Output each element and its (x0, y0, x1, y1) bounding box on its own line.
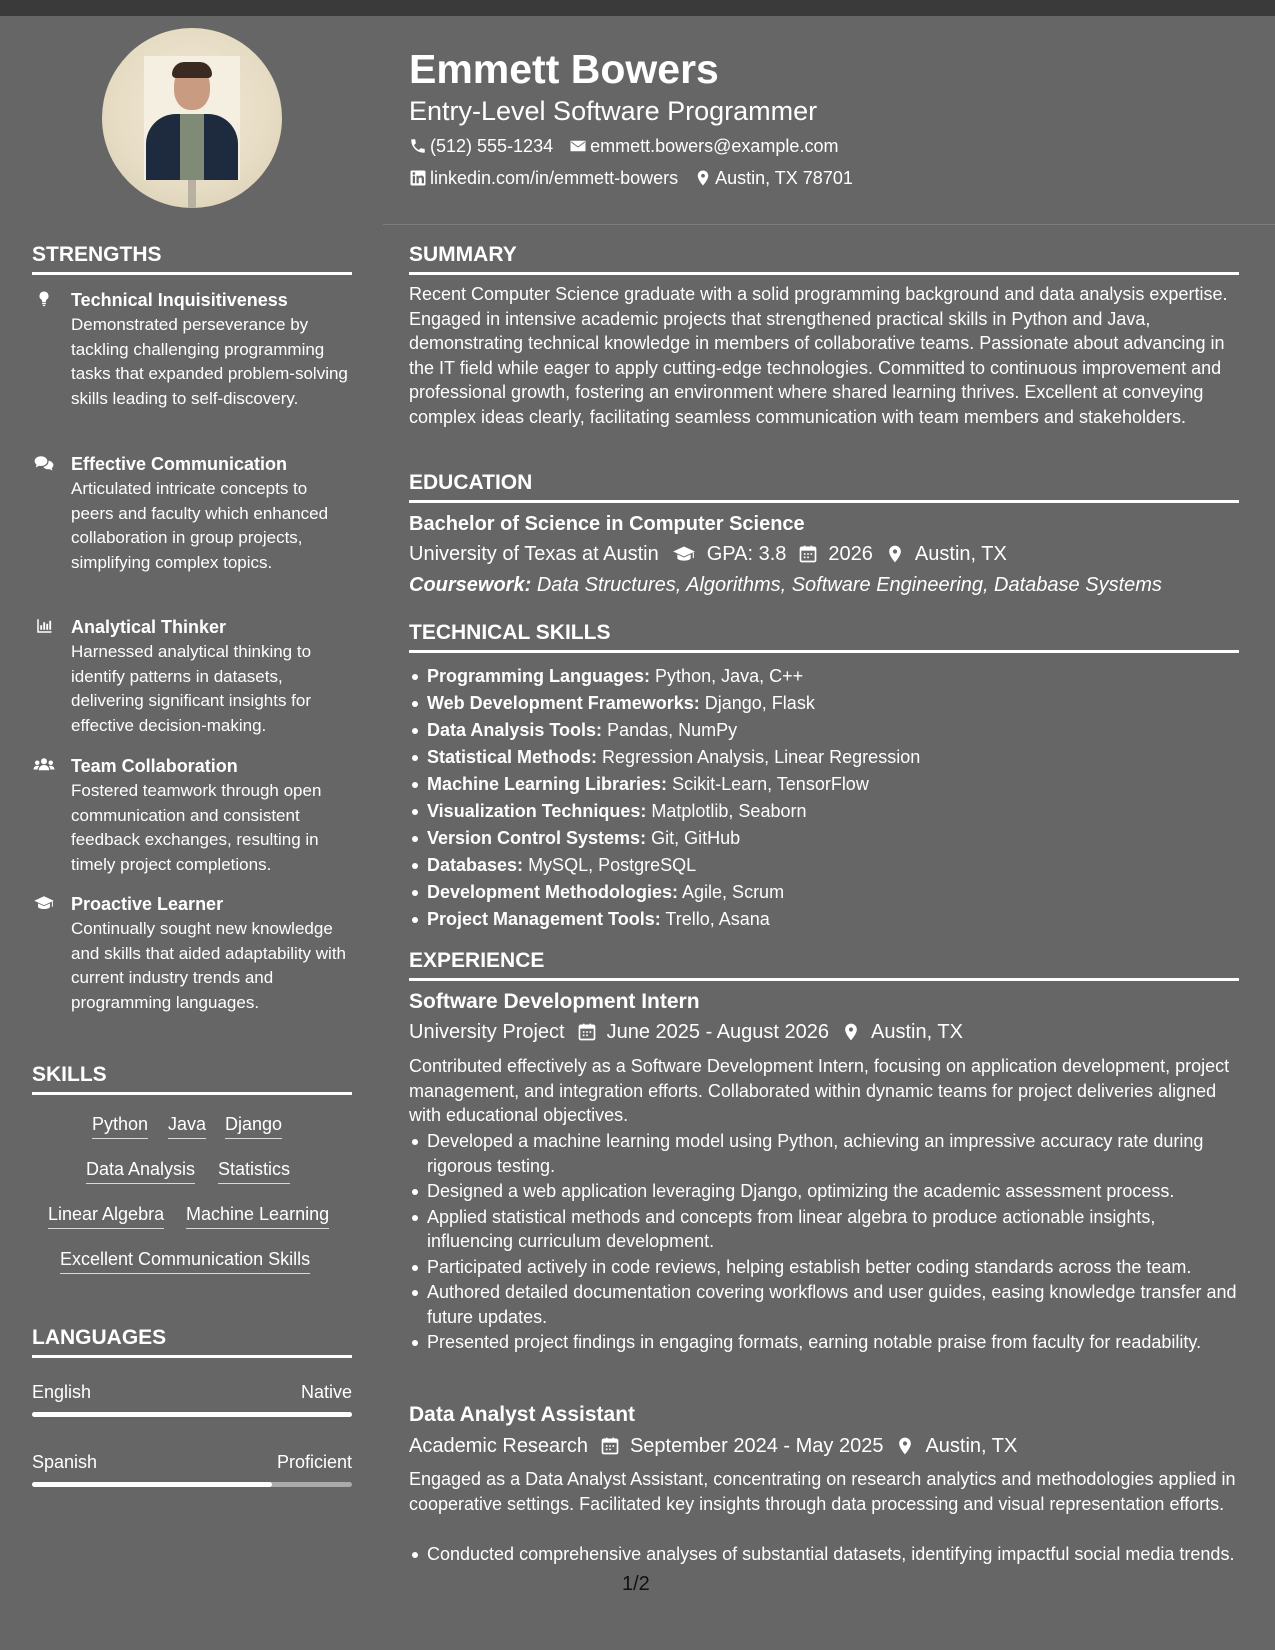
coursework (409, 572, 1162, 598)
job-location-item (895, 1433, 1017, 1459)
job-org: University Project (409, 1021, 565, 1043)
email-contact[interactable] (569, 134, 838, 158)
linkedin-contact[interactable] (409, 166, 678, 190)
list-item: Designed a web application leveraging Django, optimizing the academic assessment process. (409, 1179, 1239, 1204)
list-item: Version Control Systems: Git, GitHub (409, 825, 1239, 852)
calendar-icon (798, 544, 818, 564)
skill-tag: Java (168, 1112, 206, 1139)
job-meta (409, 1019, 975, 1045)
education-meta (409, 541, 1019, 567)
edu-location-text: Austin, TX (914, 543, 1007, 565)
calendar-icon (577, 1022, 597, 1042)
language-name: Spanish (32, 1452, 98, 1472)
job-org: Academic Research (409, 1435, 588, 1457)
job-location-item (841, 1019, 963, 1045)
job-bullets (409, 1129, 1239, 1356)
list-item: Participated actively in code reviews, helping establish better coding standards across the team. (409, 1255, 1239, 1280)
job-dates: September 2024 - May 2025 (629, 1435, 884, 1457)
list-item: Databases: MySQL, PostgreSQL (409, 852, 1239, 879)
job-description: Engaged as a Data Analyst Assistant, concentrating on research analytics and methodologies applied in cooperative settings. Facilitated key insights through data processing and visual representation efforts. (409, 1469, 1236, 1514)
language-level: Proficient (276, 1452, 352, 1472)
location-text: Austin, TX 78701 (715, 168, 853, 188)
job-location: Austin, TX (871, 1021, 963, 1043)
list-item: Web Development Frameworks: Django, Flask (409, 690, 1239, 717)
strength-desc: Fostered teamwork through open communication and consistent feedback exchanges, resulting in timely project completions. (71, 781, 322, 874)
strength-title: Technical Inquisitiveness (71, 290, 288, 310)
job-bullets (409, 1542, 1239, 1568)
location-contact (694, 166, 853, 190)
skill-tag: Python (92, 1112, 148, 1139)
list-item: Developed a machine learning model using Python, achieving an impressive accuracy rate during rigorous testing. (409, 1129, 1239, 1178)
job-dates: June 2025 - August 2026 (606, 1021, 830, 1043)
language-proficiency-bar (32, 1482, 352, 1487)
languages-heading: LANGUAGES (32, 1325, 352, 1358)
school-name: University of Texas at Austin (409, 543, 659, 565)
linkedin-icon (409, 169, 427, 187)
experience-heading: EXPERIENCE (409, 948, 1239, 981)
header-divider (383, 224, 1275, 225)
candidate-name: Emmett Bowers (409, 46, 719, 92)
list-item: Authored detailed documentation covering workflows and user guides, easing knowledge transfer and future updates. (409, 1280, 1239, 1329)
calendar-icon (600, 1436, 620, 1456)
strength-title: Analytical Thinker (71, 617, 227, 637)
language-name: English (32, 1382, 92, 1402)
summary-heading: SUMMARY (409, 242, 1239, 275)
job-dates-item (577, 1019, 829, 1045)
map-marker-icon (841, 1022, 861, 1042)
list-item: Data Analysis Tools: Pandas, NumPy (409, 717, 1239, 744)
strength-title: Effective Communication (71, 454, 288, 474)
candidate-role: Entry-Level Software Programmer (409, 96, 818, 126)
top-bar (0, 0, 1275, 16)
users-icon (32, 756, 56, 774)
strength-desc: Demonstrated perseverance by tackling challenging programming tasks that expanded problem-solving skills leading to self-discovery. (71, 315, 348, 408)
bar-chart-icon (32, 617, 56, 635)
language-level: Native (300, 1382, 352, 1402)
language-proficiency-fill (32, 1412, 352, 1417)
list-item: Programming Languages: Python, Java, C++ (409, 663, 1239, 690)
education-heading: EDUCATION (409, 470, 1239, 503)
summary-text: Recent Computer Science graduate with a solid programming background and data analysis expertise. Engaged in intensive academic projects that strengthened practical skills in Python and Java, demonstrating technical knowledge in members of collaborative teams. Passionate about advancing in the IT field while eager to apply cutting-edge technologies. Committed to continuous improvement and professional growth, fostering an environment where shared learning thrives. Excellent at conveying complex ideas clearly, facilitating seamless communication with team members and stakeholders. (409, 284, 1228, 427)
map-marker-icon (885, 544, 905, 564)
contact-row-2 (409, 166, 869, 190)
skill-tag: Linear Algebra (48, 1202, 164, 1229)
strength-desc: Harnessed analytical thinking to identify patterns in datasets, delivering significant insights for effective decision-making. (71, 642, 312, 735)
list-item: Applied statistical methods and concepts from linear algebra to produce actionable insights, influencing curriculum development. (409, 1205, 1239, 1254)
skill-tag: Statistics (218, 1157, 290, 1184)
gpa-text: GPA: 3.8 (706, 543, 787, 565)
skills-heading: SKILLS (32, 1062, 352, 1095)
email-text: emmett.bowers@example.com (590, 136, 839, 156)
job-meta (409, 1433, 1029, 1459)
language-proficiency-bar (32, 1412, 352, 1417)
list-item: Conducted comprehensive analyses of substantial datasets, identifying impactful social media trends. (409, 1542, 1239, 1567)
strength-desc: Articulated intricate concepts to peers and faculty which enhanced collaboration in group projects, simplifying complex topics. (71, 479, 329, 572)
job-dates-item (600, 1433, 884, 1459)
skill-tag: Django (225, 1112, 282, 1139)
technical-skills-list (409, 663, 1239, 933)
edu-location-item (885, 541, 1007, 567)
list-item: Development Methodologies: Agile, Scrum (409, 879, 1239, 906)
strength-title: Proactive Learner (71, 894, 224, 914)
job-location: Austin, TX (925, 1435, 1018, 1457)
list-item: Machine Learning Libraries: Scikit-Learn, TensorFlow (409, 771, 1239, 798)
language-proficiency-fill (32, 1482, 272, 1487)
comments-icon (32, 454, 56, 472)
year-item (798, 541, 873, 567)
list-item: Presented project findings in engaging formats, earning notable praise from faculty for readability. (409, 1330, 1239, 1355)
degree-title: Bachelor of Science in Computer Science (409, 513, 805, 535)
skill-tag: Data Analysis (86, 1157, 195, 1184)
skill-tag: Machine Learning (186, 1202, 329, 1229)
strength-desc: Continually sought new knowledge and skills that aided adaptability with current industry trends and programming languages. (71, 919, 346, 1012)
graduation-cap-icon (32, 894, 56, 912)
envelope-icon (569, 137, 587, 155)
map-marker-icon (895, 1436, 915, 1456)
coursework-text: Data Structures, Algorithms, Software Engineering, Database Systems (536, 574, 1162, 596)
job-title: Data Analyst Assistant (409, 1403, 636, 1426)
year-text: 2026 (828, 543, 873, 565)
linkedin-text: linkedin.com/in/emmett-bowers (430, 168, 679, 188)
job-title: Software Development Intern (409, 990, 700, 1013)
map-marker-icon (694, 169, 712, 187)
contact-row-1 (409, 134, 854, 158)
strength-title: Team Collaboration (71, 756, 238, 776)
phone-text: (512) 555-1234 (430, 136, 554, 156)
list-item: Statistical Methods: Regression Analysis, Linear Regression (409, 744, 1239, 771)
technical-skills-heading: TECHNICAL SKILLS (409, 620, 1239, 653)
job-description: Contributed effectively as a Software Development Intern, focusing on application development, project management, and integration efforts. Collaborated within dynamic teams for project deliveries aligned with educational objectives. (409, 1056, 1230, 1125)
phone-contact[interactable] (409, 134, 553, 158)
phone-icon (409, 137, 427, 155)
list-item: Visualization Techniques: Matplotlib, Seaborn (409, 798, 1239, 825)
list-item: Project Management Tools: Trello, Asana (409, 906, 1239, 933)
gpa-item (671, 541, 787, 567)
strengths-heading: STRENGTHS (32, 242, 352, 275)
graduation-cap-icon (671, 544, 697, 564)
coursework-label: Coursework: (409, 574, 532, 596)
skill-tag: Excellent Communication Skills (60, 1247, 310, 1274)
page-number: 1/2 (622, 1573, 650, 1595)
profile-photo (102, 28, 282, 208)
lightbulb-icon (32, 290, 56, 308)
